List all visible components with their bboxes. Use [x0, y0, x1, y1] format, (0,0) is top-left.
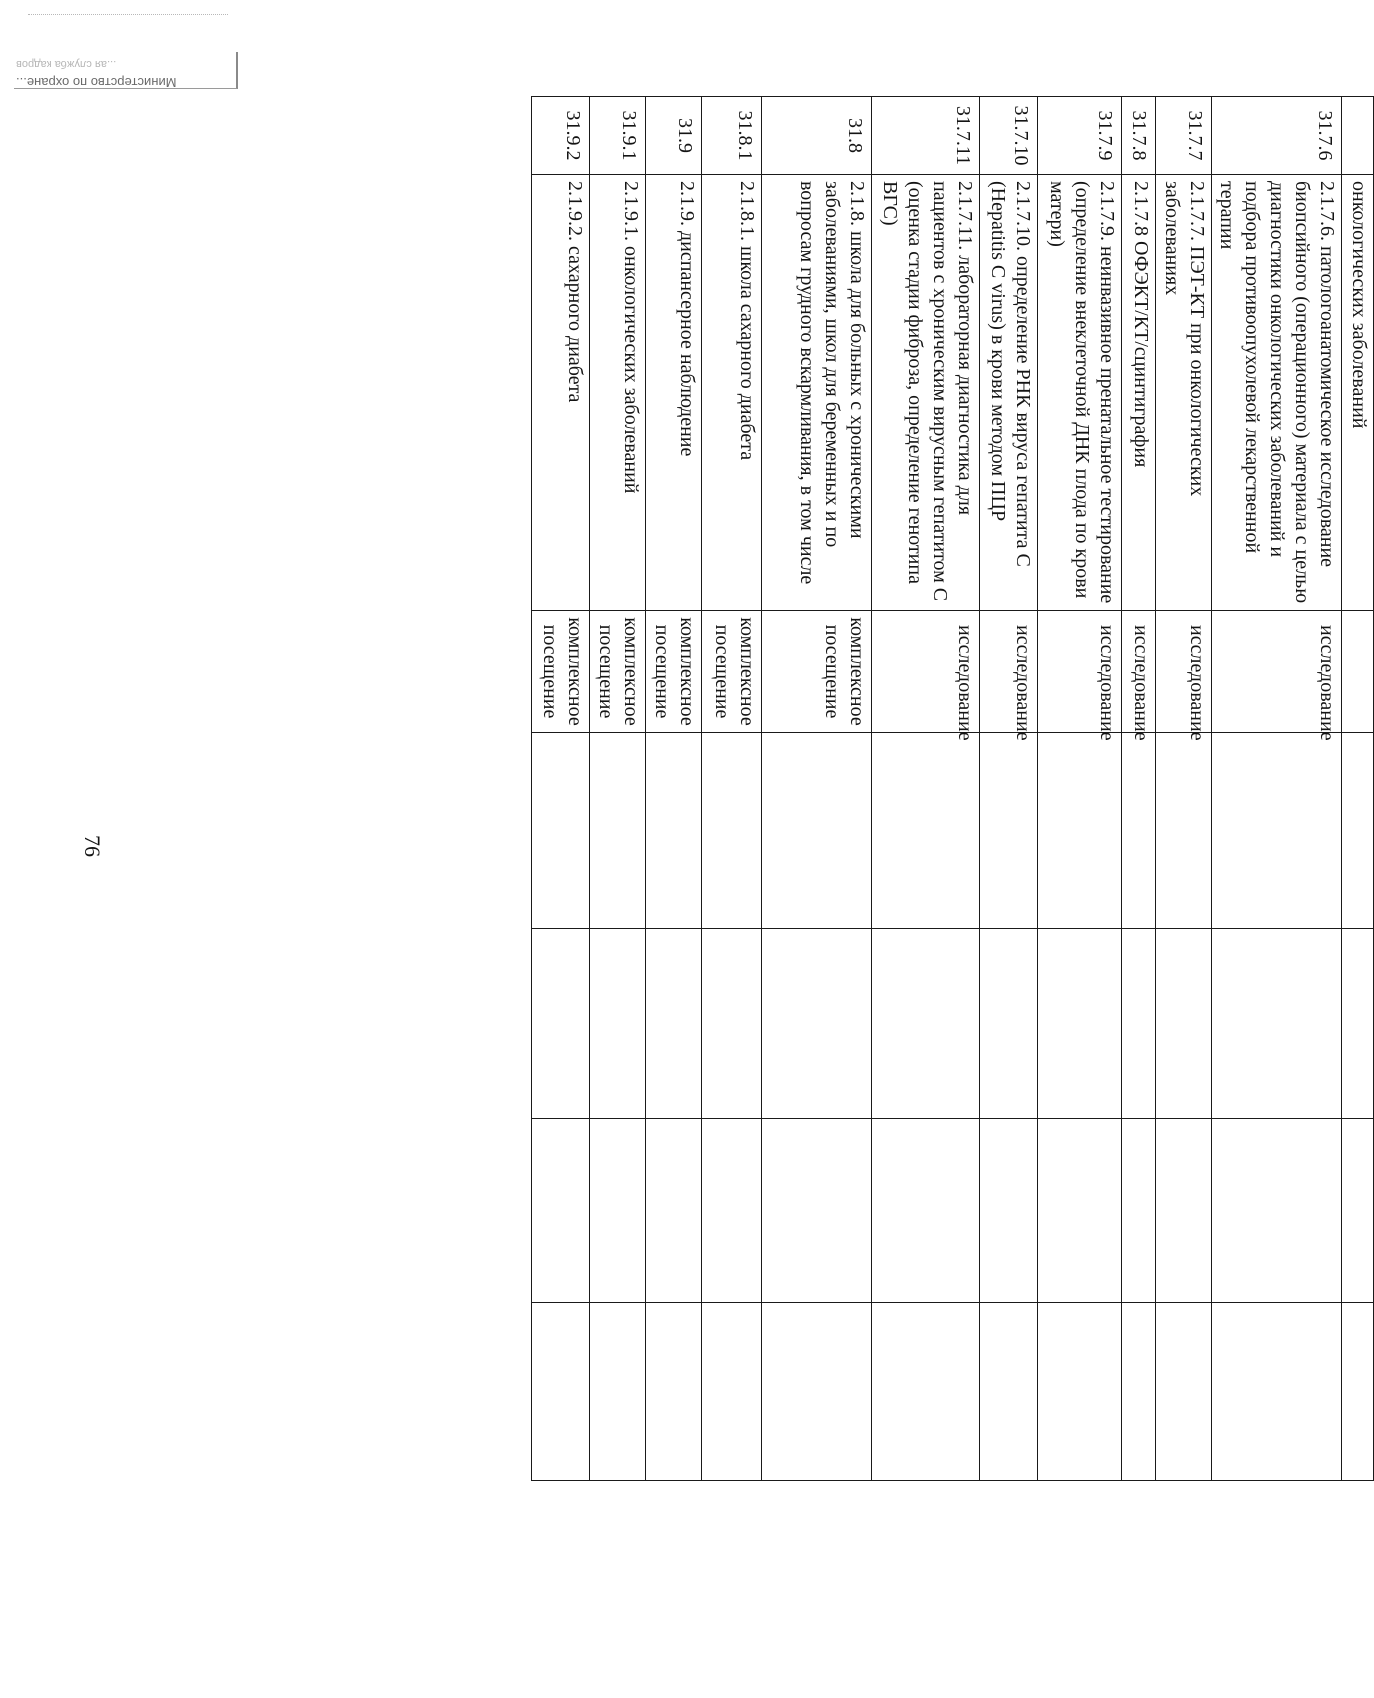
row-number-cell: 31.9.1: [590, 97, 646, 175]
empty-cell: [1342, 733, 1374, 929]
empty-cell: [762, 1119, 872, 1303]
empty-cell: [702, 929, 762, 1119]
empty-cell: [532, 1119, 590, 1303]
row-number-cell: 31.9: [646, 97, 702, 175]
archive-stamp: [6, 12, 238, 94]
empty-cell: [1212, 1119, 1342, 1303]
empty-cell: [646, 929, 702, 1119]
row-unit-cell: исследование: [1122, 611, 1156, 733]
rotated-table-wrapper: [176, 96, 1374, 1480]
row-unit-cell: исследование: [1212, 611, 1342, 733]
empty-cell: [1156, 1119, 1212, 1303]
row-name-cell: 2.1.7.8 ОФЭКТ/КТ/сцинтиграфия: [1122, 175, 1156, 611]
table-row: [1156, 97, 1212, 1481]
row-number-cell: [1342, 97, 1374, 175]
empty-cell: [1122, 1303, 1156, 1481]
table-row: [872, 97, 980, 1481]
empty-cell: [1342, 929, 1374, 1119]
row-unit-cell: комплексное посещение: [532, 611, 590, 733]
row-name-cell: 2.1.7.9. неинвазивное пренатальное тестирование (определение внеклеточной ДНК плода по крови матери): [1038, 175, 1122, 611]
table-row: [590, 97, 646, 1481]
row-number-cell: 31.8: [762, 97, 872, 175]
stamp-faded-line: [28, 14, 228, 21]
empty-cell: [1156, 1303, 1212, 1481]
table-row: [1212, 97, 1342, 1481]
empty-cell: [646, 1119, 702, 1303]
row-unit-cell: исследование: [980, 611, 1038, 733]
row-name-cell: 2.1.9.2. сахарного диабета: [532, 175, 590, 611]
row-name-cell: 2.1.8. школа для больных с хроническими заболеваниями, школ для беременных и по вопросам грудного вскармливания, в том числе: [762, 175, 872, 611]
empty-cell: [1342, 1119, 1374, 1303]
empty-cell: [980, 1303, 1038, 1481]
empty-cell: [590, 1119, 646, 1303]
empty-cell: [872, 1119, 980, 1303]
row-name-cell: 2.1.8.1. школа сахарного диабета: [702, 175, 762, 611]
empty-cell: [702, 1119, 762, 1303]
row-name-cell: 2.1.7.11. лабораторная диагностика для пациентов с хроническим вирусным гепатитом С (оценка стадии фиброза, определение генотипа ВГС): [872, 175, 980, 611]
empty-cell: [1038, 929, 1122, 1119]
empty-cell: [1038, 1303, 1122, 1481]
row-name-cell: 2.1.9.1. онкологических заболеваний: [590, 175, 646, 611]
table-row: [980, 97, 1038, 1481]
empty-cell: [532, 929, 590, 1119]
row-unit-cell: исследование: [1156, 611, 1212, 733]
row-name-cell: 2.1.7.10. определение РНК вируса гепатита С (Hepatitis C virus) в крови методом ПЦР: [980, 175, 1038, 611]
row-number-cell: 31.7.6: [1212, 97, 1342, 175]
table-row: [1342, 97, 1374, 1481]
empty-cell: [1122, 929, 1156, 1119]
empty-cell: [762, 929, 872, 1119]
row-number-cell: 31.7.9: [1038, 97, 1122, 175]
row-unit-cell: комплексное посещение: [702, 611, 762, 733]
row-name-cell: 2.1.9. диспансерное наблюдение: [646, 175, 702, 611]
page-number: 76: [80, 835, 105, 857]
table-row: [702, 97, 762, 1481]
empty-cell: [1122, 733, 1156, 929]
empty-cell: [590, 929, 646, 1119]
row-name-cell: 2.1.7.7. ПЭТ-КТ при онкологических заболеваниях: [1156, 175, 1212, 611]
row-number-cell: 31.9.2: [532, 97, 590, 175]
row-number-cell: 31.7.7: [1156, 97, 1212, 175]
empty-cell: [646, 733, 702, 929]
empty-cell: [532, 733, 590, 929]
empty-cell: [590, 733, 646, 929]
stamp-text: Министерство по охране...: [16, 75, 177, 90]
row-unit-cell: [1342, 611, 1374, 733]
row-unit-cell: комплексное посещение: [590, 611, 646, 733]
empty-cell: [702, 733, 762, 929]
empty-cell: [1156, 929, 1212, 1119]
empty-cell: [1212, 1303, 1342, 1481]
row-unit-cell: исследование: [872, 611, 980, 733]
row-unit-cell: комплексное посещение: [762, 611, 872, 733]
row-number-cell: 31.8.1: [702, 97, 762, 175]
empty-cell: [702, 1303, 762, 1481]
empty-cell: [980, 1119, 1038, 1303]
row-unit-cell: комплексное посещение: [646, 611, 702, 733]
table-row: [762, 97, 872, 1481]
stamp-text-faded: ...ая служба кадров: [16, 58, 117, 70]
empty-cell: [762, 733, 872, 929]
empty-cell: [872, 733, 980, 929]
empty-cell: [872, 1303, 980, 1481]
empty-cell: [980, 733, 1038, 929]
table-row: [1122, 97, 1156, 1481]
empty-cell: [1038, 1119, 1122, 1303]
empty-cell: [980, 929, 1038, 1119]
table-row: [532, 97, 590, 1481]
row-name-cell: 2.1.7.6. патологоанатомическое исследование биопсийного (операционного) материала с целью диагностики онкологических заболеваний и подбора противоопухолевой лекарственной терапии: [1212, 175, 1342, 611]
row-number-cell: 31.7.10: [980, 97, 1038, 175]
empty-cell: [590, 1303, 646, 1481]
empty-cell: [872, 929, 980, 1119]
empty-cell: [762, 1303, 872, 1481]
row-name-cell: онкологических заболеваний: [1342, 175, 1374, 611]
empty-cell: [646, 1303, 702, 1481]
empty-cell: [1156, 733, 1212, 929]
services-table: [531, 96, 1374, 1481]
empty-cell: [1122, 1119, 1156, 1303]
empty-cell: [1342, 1303, 1374, 1481]
row-number-cell: 31.7.8: [1122, 97, 1156, 175]
empty-cell: [532, 1303, 590, 1481]
empty-cell: [1212, 733, 1342, 929]
row-unit-cell: исследование: [1038, 611, 1122, 733]
empty-cell: [1212, 929, 1342, 1119]
row-number-cell: 31.7.11: [872, 97, 980, 175]
table-row: [1038, 97, 1122, 1481]
table-row: [646, 97, 702, 1481]
empty-cell: [1038, 733, 1122, 929]
